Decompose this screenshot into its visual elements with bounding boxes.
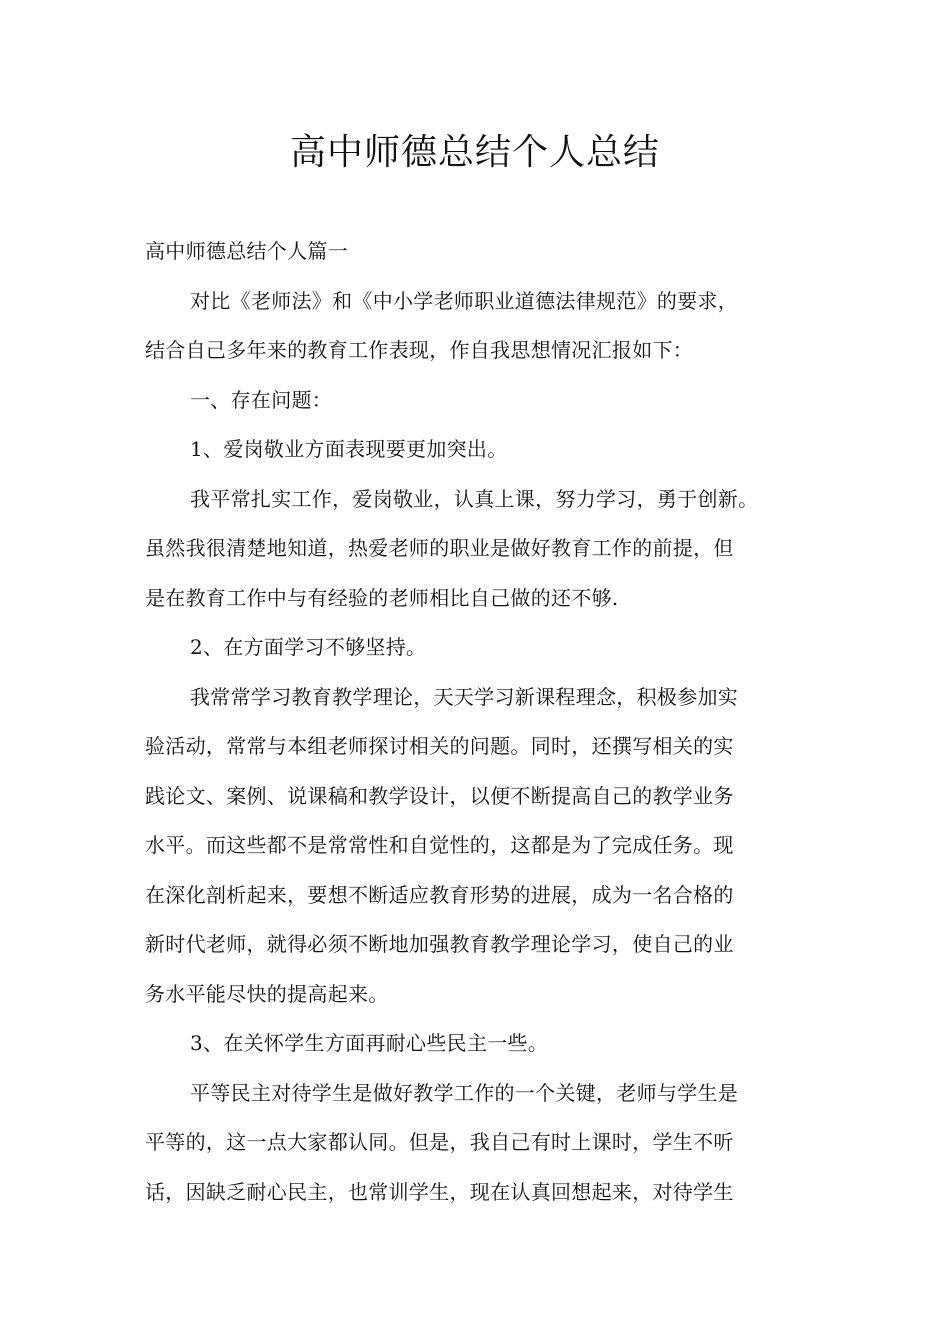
text-line: 在深化剖析起来，要想不断适应教育形势的进展，成为一名合格的 <box>145 882 734 907</box>
text-line: 我常常学习教育教学理论，天天学习新课程理念，积极参加实 <box>190 684 739 709</box>
text-line: 话，因缺乏耐心民主，也常训学生，现在认真回想起来，对待学生 <box>145 1179 734 1204</box>
text-line: 对比《老师法》和《中小学老师职业道德法律规范》的要求， <box>190 288 739 313</box>
text-line: 践论文、案例、说课稿和教学设计，以便不断提高自己的教学业务 <box>145 783 734 808</box>
text-line-section-heading: 高中师德总结个人篇一 <box>145 239 348 263</box>
text-line: 虽然我很清楚地知道，热爱老师的职业是做好教育工作的前提，但 <box>145 536 734 560</box>
text-line-subheading: 一、存在问题： <box>190 387 333 412</box>
text-line: 水平。而这些都不是常常性和自觉性的，这都是为了完成任务。现 <box>145 833 734 857</box>
text-line: 新时代老师，就得必须不断地加强教育教学理论学习，使自己的业 <box>145 932 734 956</box>
text-line: 平等民主对待学生是做好教学工作的一个关键，老师与学生是 <box>190 1080 739 1105</box>
text-line-point-1: 1、爱岗敬业方面表现要更加突出。 <box>190 437 508 461</box>
text-line: 是在教育工作中与有经验的老师相比自己做的还不够. <box>145 585 619 610</box>
text-line: 我平常扎实工作，爱岗敬业，认真上课，努力学习，勇于创新。 <box>190 486 759 511</box>
text-line: 结合自己多年来的教育工作表现，作自我思想情况汇报如下： <box>145 338 694 362</box>
text-line: 验活动，常常与本组老师探讨相关的问题。同时，还撰写相关的实 <box>145 734 734 758</box>
text-line: 务水平能尽快的提高起来。 <box>145 981 389 1006</box>
text-line-point-3: 3、在关怀学生方面再耐心些民主一些。 <box>190 1031 549 1055</box>
text-line: 平等的，这一点大家都认同。但是，我自己有时上课时，学生不听 <box>145 1130 734 1154</box>
document-title: 高中师德总结个人总结 <box>289 132 660 173</box>
text-line-point-2: 2、在方面学习不够坚持。 <box>190 635 427 659</box>
document-body <box>145 227 809 1217</box>
